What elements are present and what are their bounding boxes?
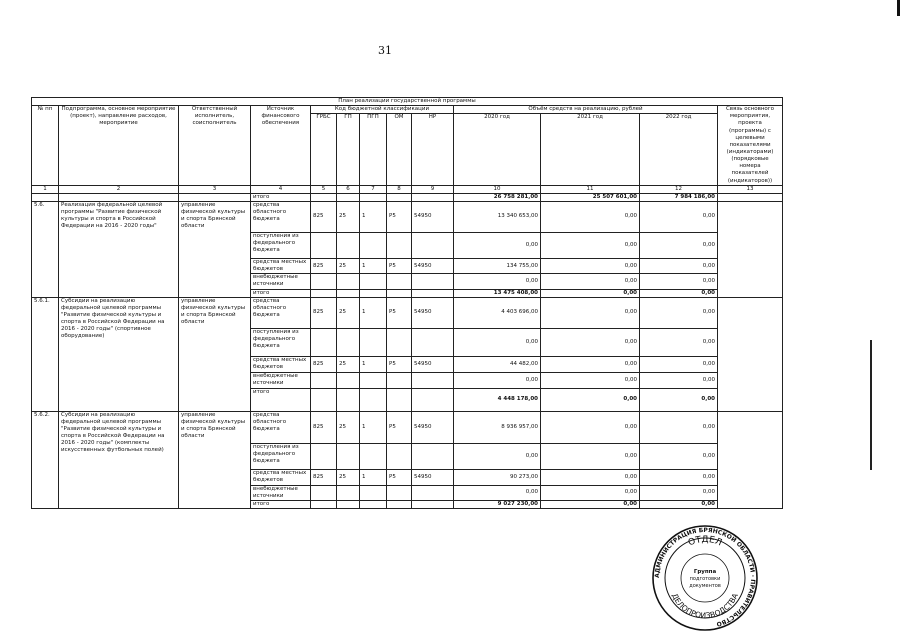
plan-title: План реализации государственной программы (32, 98, 783, 106)
amount-2022: 0,00 (640, 328, 718, 356)
amount-2021: 0,00 (541, 201, 640, 232)
column-number: 9 (412, 185, 454, 193)
code-om: Р5 (387, 297, 412, 328)
source-cell: итого (251, 500, 311, 508)
amount-2020: 44 482,00 (454, 356, 541, 372)
item-number: 5.6.2. (32, 411, 59, 508)
code-nr: 54950 (412, 297, 454, 328)
column-number: 7 (360, 185, 387, 193)
amount-2021: 0,00 (541, 469, 640, 485)
item-name: Субсидии на реализацию федеральной целевой программы "Развитие физической культуры и спорта в Российской Федерации на 2016 - 2020 годы" (комплекты искусственных футбольных полей) (59, 411, 179, 508)
source-cell: средства местных бюджетов (251, 356, 311, 372)
code-pgp: 1 (360, 297, 387, 328)
amount-2022: 0,00 (640, 388, 718, 411)
amount-2021: 0,00 (541, 289, 640, 297)
amount-2022: 0,00 (640, 485, 718, 500)
source-cell: поступления из федерального бюджета (251, 328, 311, 356)
amount-2022: 0,00 (640, 274, 718, 289)
stamp-center-line: документов (689, 583, 721, 589)
code-gp: 25 (337, 356, 360, 372)
column-number: 1 (32, 185, 59, 193)
scan-margin-line (870, 340, 872, 470)
code-pgp: 1 (360, 469, 387, 485)
table-row (32, 201, 783, 232)
amount-2021: 0,00 (541, 372, 640, 388)
col-header-2021: 2021 год (541, 114, 640, 185)
amount-2020: 0,00 (454, 274, 541, 289)
item-name: Реализация федеральной целевой программы "Развитие физической культуры и спорта в Российской Федерации на 2016 - 2020 годы" (59, 201, 179, 297)
office-stamp (650, 523, 760, 633)
source-cell: средства областного бюджета (251, 201, 311, 232)
code-gp: 25 (337, 258, 360, 273)
column-number: 12 (640, 185, 718, 193)
column-number: 2 (59, 185, 179, 193)
amount-2020: 4 448 178,00 (454, 388, 541, 411)
source-cell: итого (251, 193, 311, 201)
stamp-bottom-text: ДЕЛОПРОИЗВОДСТВА (670, 591, 740, 621)
amount-2020: 0,00 (454, 485, 541, 500)
amount-2021: 0,00 (541, 356, 640, 372)
plan-table (31, 97, 783, 509)
amount-2021: 25 507 601,00 (541, 193, 640, 201)
code-nr: 54950 (412, 469, 454, 485)
amount-2021: 0,00 (541, 297, 640, 328)
amount-2021: 0,00 (541, 274, 640, 289)
table-row (32, 297, 783, 328)
code-pgp: 1 (360, 356, 387, 372)
amount-2020: 0,00 (454, 443, 541, 469)
col-header-kbk: Код бюджетной классификации (311, 106, 454, 114)
amount-2021: 0,00 (541, 443, 640, 469)
amount-2021: 0,00 (541, 411, 640, 443)
column-number: 11 (541, 185, 640, 193)
item-executor: управление физической культуры и спорта Брянской области (179, 411, 251, 508)
code-gp: 25 (337, 411, 360, 443)
source-cell: внебюджетные источники (251, 274, 311, 289)
amount-2020: 8 936 957,00 (454, 411, 541, 443)
amount-2022: 0,00 (640, 258, 718, 273)
amount-2020: 0,00 (454, 372, 541, 388)
amount-2020: 26 758 281,00 (454, 193, 541, 201)
code-grbs: 825 (311, 258, 337, 273)
code-nr: 54950 (412, 356, 454, 372)
amount-2020: 13 340 653,00 (454, 201, 541, 232)
code-grbs: 825 (311, 469, 337, 485)
code-grbs: 825 (311, 356, 337, 372)
code-nr: 54950 (412, 201, 454, 232)
col-header-2022: 2022 год (640, 114, 718, 185)
item-name: Субсидии на реализацию федеральной целевой программы "Развитие физической культуры и спорта в Российской Федерации на 2016 - 2020 годы" (спортивное оборудование) (59, 297, 179, 411)
indicators-cell (718, 297, 783, 411)
code-grbs: 825 (311, 411, 337, 443)
amount-2020: 0,00 (454, 328, 541, 356)
col-header-volume: Объём средств на реализацию, рублей (454, 106, 718, 114)
amount-2022: 0,00 (640, 500, 718, 508)
scan-edge-mark (897, 0, 900, 16)
amount-2020: 90 273,00 (454, 469, 541, 485)
amount-2022: 0,00 (640, 289, 718, 297)
amount-2022: 0,00 (640, 356, 718, 372)
table-row (32, 193, 783, 201)
amount-2022: 0,00 (640, 469, 718, 485)
amount-2021: 0,00 (541, 485, 640, 500)
amount-2020: 13 475 408,00 (454, 289, 541, 297)
column-number: 6 (337, 185, 360, 193)
code-pgp: 1 (360, 258, 387, 273)
source-cell: внебюджетные источники (251, 372, 311, 388)
item-number: 5.6. (32, 201, 59, 297)
amount-2022: 0,00 (640, 372, 718, 388)
amount-2022: 0,00 (640, 201, 718, 232)
source-cell: внебюджетные источники (251, 485, 311, 500)
col-header-executor: Ответственный исполнитель, соисполнитель (179, 106, 251, 186)
page-number: 31 (378, 44, 392, 57)
amount-2022: 7 984 186,00 (640, 193, 718, 201)
col-header-indicators: Связь основного мероприятия, проекта (программы) с целевыми показателями (индикаторами) (порядковые номера показателей (индикаторов)) (718, 106, 783, 186)
amount-2021: 0,00 (541, 388, 640, 411)
column-number: 4 (251, 185, 311, 193)
item-executor: управление физической культуры и спорта Брянской области (179, 297, 251, 411)
column-number: 13 (718, 185, 783, 193)
col-header-gp: ГП (337, 114, 360, 185)
col-header-name: Подпрограмма, основное мероприятие (проект), направление расходов, мероприятие (59, 106, 179, 186)
amount-2020: 0,00 (454, 232, 541, 258)
amount-2022: 0,00 (640, 443, 718, 469)
col-header-num: № пп (32, 106, 59, 186)
code-om: Р5 (387, 201, 412, 232)
code-pgp: 1 (360, 201, 387, 232)
source-cell: итого (251, 289, 311, 297)
code-pgp: 1 (360, 411, 387, 443)
column-number-row (32, 185, 783, 193)
code-nr: 54950 (412, 411, 454, 443)
source-cell: поступления из федерального бюджета (251, 232, 311, 258)
code-om: Р5 (387, 469, 412, 485)
amount-2021: 0,00 (541, 328, 640, 356)
source-cell: средства областного бюджета (251, 297, 311, 328)
column-number: 3 (179, 185, 251, 193)
table-row (32, 411, 783, 443)
amount-2021: 0,00 (541, 500, 640, 508)
code-gp: 25 (337, 201, 360, 232)
column-number: 8 (387, 185, 412, 193)
col-header-pgp: ПГП (360, 114, 387, 185)
code-om: Р5 (387, 356, 412, 372)
stamp-center-line: подготовки (689, 576, 721, 582)
code-grbs: 825 (311, 297, 337, 328)
column-number: 5 (311, 185, 337, 193)
amount-2022: 0,00 (640, 411, 718, 443)
col-header-2020: 2020 год (454, 114, 541, 185)
amount-2020: 134 755,00 (454, 258, 541, 273)
code-grbs: 825 (311, 201, 337, 232)
indicators-cell (718, 201, 783, 297)
stamp-ring-text: АДМИНИСТРАЦИЯ БРЯНСКОЙ ОБЛАСТИ · ПРАВИТЕЛЬСТВО (653, 526, 757, 628)
source-cell: поступления из федерального бюджета (251, 443, 311, 469)
indicators-cell (718, 411, 783, 508)
code-gp: 25 (337, 297, 360, 328)
code-om: Р5 (387, 258, 412, 273)
stamp-top-text: ОТДЕЛ (686, 534, 724, 549)
column-number: 10 (454, 185, 541, 193)
stamp-center-line: Группа (693, 569, 717, 575)
col-header-om: ОМ (387, 114, 412, 185)
col-header-nr: НР (412, 114, 454, 185)
amount-2022: 0,00 (640, 297, 718, 328)
code-om: Р5 (387, 411, 412, 443)
item-number: 5.6.1. (32, 297, 59, 411)
code-nr: 54950 (412, 258, 454, 273)
amount-2020: 9 027 230,00 (454, 500, 541, 508)
source-cell: итого (251, 388, 311, 411)
source-cell: средства местных бюджетов (251, 258, 311, 273)
col-header-source: Источник финансового обеспечения (251, 106, 311, 186)
col-header-grbs: ГРБС (311, 114, 337, 185)
amount-2022: 0,00 (640, 232, 718, 258)
amount-2021: 0,00 (541, 258, 640, 273)
source-cell: средства местных бюджетов (251, 469, 311, 485)
code-gp: 25 (337, 469, 360, 485)
item-executor: управление физической культуры и спорта Брянской области (179, 201, 251, 297)
amount-2021: 0,00 (541, 232, 640, 258)
amount-2020: 4 403 696,00 (454, 297, 541, 328)
source-cell: средства областного бюджета (251, 411, 311, 443)
